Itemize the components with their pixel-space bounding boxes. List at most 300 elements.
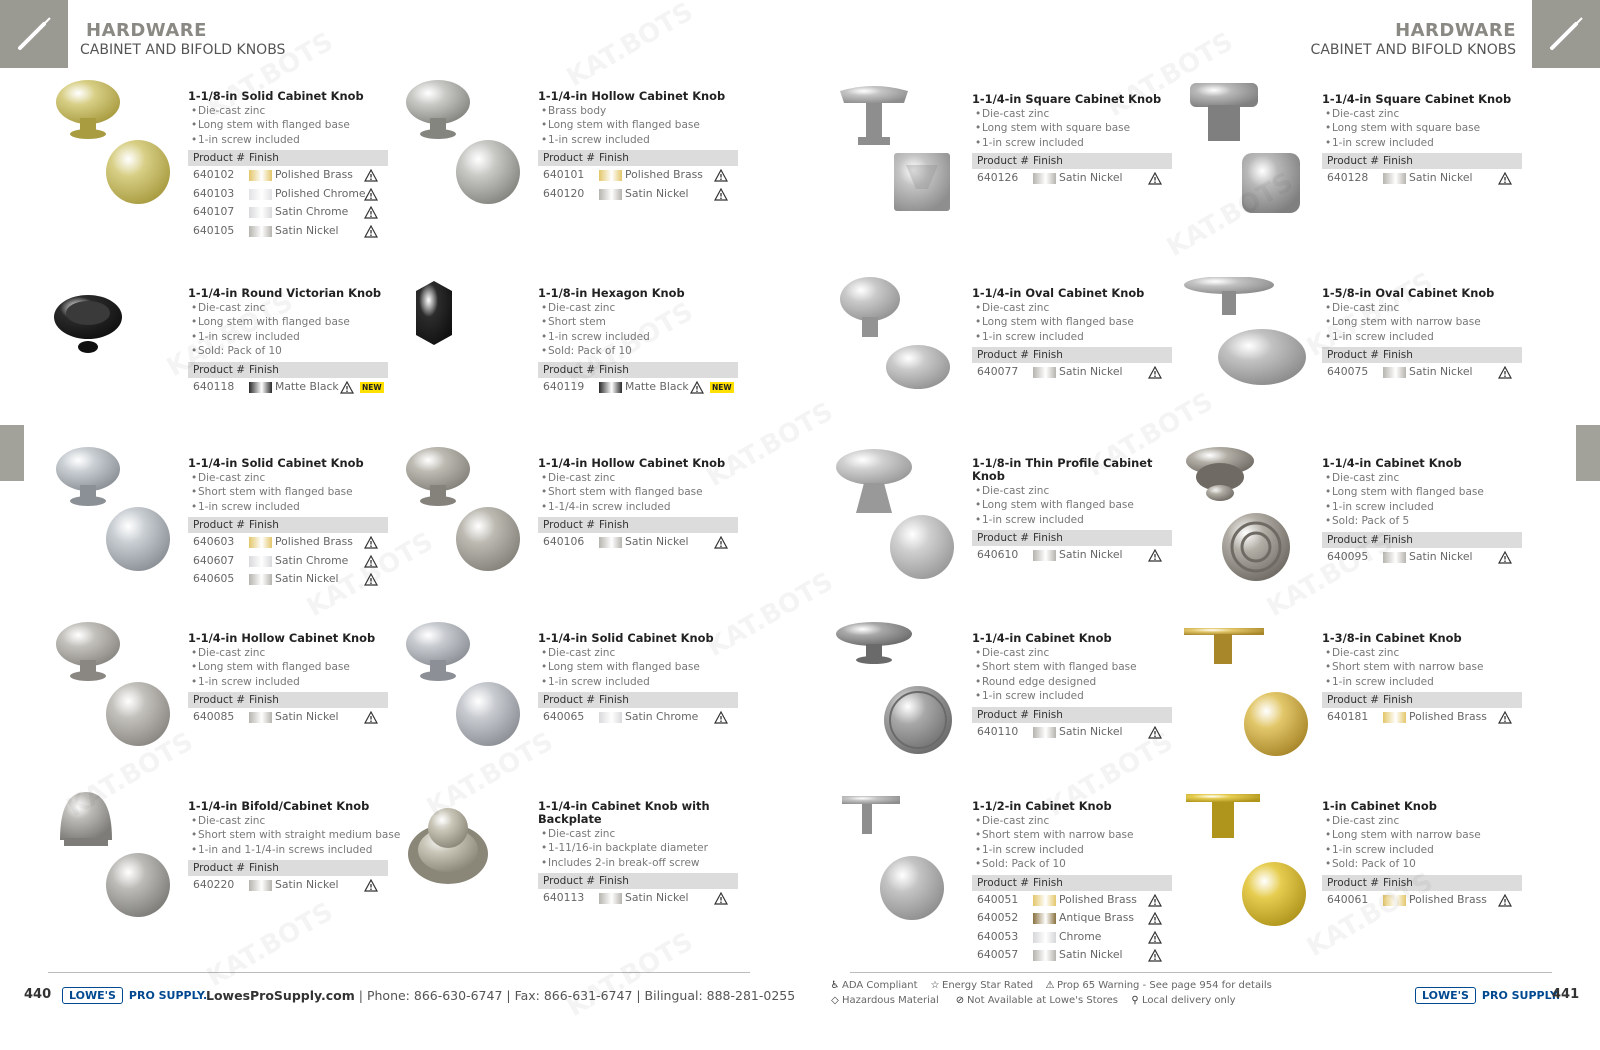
knob-photo <box>1184 277 1309 422</box>
finish-swatch <box>1033 173 1056 184</box>
header-finish: Finish <box>1383 533 1413 546</box>
header-finish: Finish <box>599 519 629 532</box>
hardware-corner-tab <box>0 0 68 68</box>
product-name: 1-1/4-in Cabinet Knob <box>1322 456 1462 470</box>
legend-text: Energy Star Rated <box>942 980 1034 991</box>
lowes-pro-supply-logo <box>1415 985 1560 1005</box>
product-name: 1-1/8-in Solid Cabinet Knob <box>188 89 364 103</box>
product-number: 640605 <box>193 572 235 586</box>
table-header <box>538 517 738 533</box>
warning-icon <box>714 892 728 905</box>
prop65-warning <box>364 573 378 593</box>
table-row[interactable] <box>538 889 738 908</box>
product-name: 1-1/4-in Solid Cabinet Knob <box>188 456 364 470</box>
feature-item: • Die-cast zinc <box>972 646 1172 660</box>
finish-name: Polished Brass <box>1409 892 1487 906</box>
feature-item: • Sold: Pack of 10 <box>188 344 388 358</box>
header-product: Product # <box>193 519 246 532</box>
product-name: 1-1/4-in Hollow Cabinet Knob <box>538 89 726 103</box>
legend-item <box>955 995 1118 1006</box>
feature-item: • 1-in screw included <box>188 500 388 514</box>
table-header <box>188 362 388 378</box>
product-number: 640085 <box>193 710 235 724</box>
table-header <box>538 692 738 708</box>
prop65-warning <box>714 188 728 208</box>
finish-swatch <box>1383 895 1406 906</box>
header-finish: Finish <box>1383 155 1413 168</box>
table-row[interactable] <box>538 378 738 397</box>
feature-item: • Short stem with narrow base <box>1322 660 1522 674</box>
header-product: Product # <box>977 708 1030 721</box>
knob-photo <box>1184 83 1309 228</box>
legend-item <box>930 980 1033 991</box>
product-number: 640077 <box>977 365 1019 379</box>
product-info <box>1322 457 1522 566</box>
prop65-warning <box>714 892 728 912</box>
warning-icon <box>364 169 378 182</box>
header-product: Product # <box>193 694 246 707</box>
feature-item: • 1-11/16-in backplate diameter <box>538 841 738 855</box>
feature-list <box>188 301 388 359</box>
table-row[interactable] <box>538 185 738 204</box>
feature-item: • Long stem with flanged base <box>538 660 738 674</box>
table-header <box>1322 875 1522 891</box>
product-number: 640118 <box>193 379 235 393</box>
feature-item: • Die-cast zinc <box>188 301 388 315</box>
finish-swatch <box>249 880 272 891</box>
knob-photo <box>834 277 959 422</box>
product-number: 640051 <box>977 892 1019 906</box>
feature-list <box>972 301 1172 344</box>
table-row[interactable] <box>1322 169 1522 188</box>
table-row[interactable] <box>188 533 388 552</box>
product-info <box>188 287 388 396</box>
feature-item: • Sold: Pack of 10 <box>538 344 738 358</box>
feature-list <box>972 484 1172 527</box>
header-product: Product # <box>543 363 596 376</box>
prop65-warning <box>1148 549 1162 569</box>
feature-item: • Round edge designed <box>972 675 1172 689</box>
feature-item: • 1-in and 1-1/4-in screws included <box>188 843 388 857</box>
finish-swatch <box>249 226 272 237</box>
warning-icon <box>364 188 378 201</box>
footer-rule <box>48 972 750 973</box>
table-header <box>538 362 738 378</box>
table-header <box>188 150 388 166</box>
header-finish: Finish <box>1033 155 1063 168</box>
finish-swatch <box>599 712 622 723</box>
screwdriver-icon <box>1546 14 1586 54</box>
product-info <box>1322 287 1522 382</box>
finish-name: Satin Nickel <box>1059 171 1123 185</box>
legend-item <box>830 995 939 1006</box>
product-number: 640053 <box>977 929 1019 943</box>
finish-swatch <box>1383 712 1406 723</box>
warning-icon <box>1148 931 1162 944</box>
prop65-warning <box>340 381 354 401</box>
header-finish: Finish <box>599 875 629 888</box>
table-row[interactable] <box>188 203 388 222</box>
table-row[interactable] <box>188 222 388 241</box>
finish-swatch <box>249 189 272 200</box>
warning-icon <box>1148 172 1162 185</box>
finish-name: Satin Nickel <box>1409 549 1473 563</box>
finish-name: Satin Nickel <box>1059 365 1123 379</box>
feature-item: • Sold: Pack of 10 <box>1322 857 1522 871</box>
header-finish: Finish <box>599 694 629 707</box>
prop65-warning <box>1498 172 1512 192</box>
logo-lowes-text: LOWE'S <box>1415 987 1476 1004</box>
feature-item: • Long stem with flanged base <box>1322 485 1522 499</box>
product-name: 1-1/4-in Solid Cabinet Knob <box>538 631 714 645</box>
product-number: 640057 <box>977 948 1019 962</box>
feature-item: • Short stem with flanged base <box>188 485 388 499</box>
table-header <box>972 153 1172 169</box>
feature-item: • Die-cast zinc <box>188 471 388 485</box>
finish-swatch <box>1033 367 1056 378</box>
header-finish: Finish <box>249 152 279 165</box>
prop65-warning <box>1148 172 1162 192</box>
warning-icon <box>1148 726 1162 739</box>
feature-list <box>188 471 388 514</box>
warning-icon <box>1148 366 1162 379</box>
feature-list <box>188 814 401 857</box>
table-row[interactable] <box>972 891 1172 910</box>
finish-swatch <box>599 382 622 393</box>
side-tab <box>0 425 24 481</box>
product-number: 640126 <box>977 171 1019 185</box>
feature-item: • Long stem with narrow base <box>1322 315 1522 329</box>
header-product: Product # <box>1327 876 1380 889</box>
prop65-warning <box>364 879 378 899</box>
feature-item: • Die-cast zinc <box>1322 814 1522 828</box>
header-product: Product # <box>193 363 246 376</box>
product-name: 1-1/4-in Round Victorian Knob <box>188 286 382 300</box>
feature-item: • 1-in screw included <box>188 675 388 689</box>
warning-icon <box>364 711 378 724</box>
prop65-warning <box>1498 894 1512 914</box>
table-header <box>538 873 738 889</box>
header-product: Product # <box>977 532 1030 545</box>
finish-name: Satin Nickel <box>625 891 689 905</box>
feature-item: • Short stem with flanged base <box>538 485 738 499</box>
table-row[interactable] <box>972 546 1172 565</box>
feature-list <box>188 104 388 147</box>
product-number: 640607 <box>193 553 235 567</box>
knob-photo <box>50 80 175 225</box>
table-row[interactable] <box>972 946 1172 965</box>
finish-swatch <box>249 556 272 567</box>
feature-item: • Long stem with flanged base <box>188 315 388 329</box>
product-number: 640103 <box>193 186 235 200</box>
legend-text: Not Available at Lowe's Stores <box>967 995 1118 1006</box>
feature-list <box>538 471 738 514</box>
table-row[interactable] <box>1322 891 1522 910</box>
header-product: Product # <box>1327 349 1380 362</box>
product-number: 640102 <box>193 168 235 182</box>
product-info <box>188 632 388 727</box>
finish-swatch <box>1383 552 1406 563</box>
table-header <box>972 347 1172 363</box>
feature-list <box>538 301 738 359</box>
header-product: Product # <box>543 694 596 707</box>
table-header <box>1322 153 1522 169</box>
header-product: Product # <box>1327 694 1380 707</box>
logo-lowes-text: LOWE'S <box>62 987 123 1004</box>
table-header <box>1322 692 1522 708</box>
feature-list <box>188 646 388 689</box>
screwdriver-icon <box>14 14 54 54</box>
contact-numbers: | Phone: 866-630-6747 | Fax: 866-631-6747 | Bilingual: 888-281-0255 <box>354 988 796 1003</box>
finish-name: Polished Brass <box>275 168 353 182</box>
prop65-warning <box>1148 726 1162 746</box>
finish-name: Satin Chrome <box>275 553 349 567</box>
table-header <box>538 150 738 166</box>
warning-icon <box>1148 949 1162 962</box>
finish-name: Satin Nickel <box>1059 548 1123 562</box>
product-info <box>538 632 738 727</box>
feature-list <box>538 104 738 147</box>
feature-item: • Long stem with square base <box>1322 121 1522 135</box>
page-number: 440 <box>24 987 52 1002</box>
table-row[interactable] <box>972 723 1172 742</box>
feature-item: • Die-cast zinc <box>538 827 738 841</box>
knob-photo <box>50 622 175 767</box>
table-row[interactable] <box>188 708 388 727</box>
legend-text: Local delivery only <box>1142 995 1236 1006</box>
feature-item: • Long stem with flanged base <box>972 498 1172 512</box>
prop65-warning <box>1498 366 1512 386</box>
section-subtitle: CABINET AND BIFOLD KNOBS <box>80 42 286 58</box>
product-info <box>188 799 401 895</box>
product-info <box>1322 93 1522 188</box>
warning-icon <box>714 169 728 182</box>
knob-photo <box>834 83 959 228</box>
product-name: 1-1/4-in Square Cabinet Knob <box>972 92 1162 106</box>
finish-swatch <box>1033 550 1056 561</box>
table-header <box>972 875 1172 891</box>
finish-name: Satin Nickel <box>275 224 339 237</box>
feature-item: • Die-cast zinc <box>188 104 388 118</box>
product-number: 640052 <box>977 911 1019 925</box>
table-row[interactable] <box>972 909 1172 928</box>
new-badge: NEW <box>362 382 382 392</box>
feature-item: • 1-in screw included <box>1322 136 1522 150</box>
feature-item: • Brass body <box>538 104 738 118</box>
finish-name: Satin Nickel <box>275 572 339 586</box>
table-row[interactable] <box>188 876 388 895</box>
finish-name: Polished Brass <box>1059 892 1137 906</box>
prop65-warning <box>364 711 378 731</box>
feature-list <box>1322 107 1522 150</box>
feature-item: • 1-in screw included <box>538 675 738 689</box>
product-info <box>972 800 1172 965</box>
header-finish: Finish <box>249 694 279 707</box>
table-header <box>188 517 388 533</box>
feature-list <box>1322 814 1522 872</box>
prop65-warning <box>1148 366 1162 386</box>
feature-list <box>1322 301 1522 344</box>
product-number: 640120 <box>543 186 585 200</box>
product-number: 640128 <box>1327 171 1369 185</box>
site-link[interactable]: LowesProSupply.com <box>206 988 355 1003</box>
feature-item: • 1-in screw included <box>1322 843 1522 857</box>
finish-swatch <box>1383 367 1406 378</box>
logo-suffix-text: PRO SUPPLY. <box>1481 988 1561 1002</box>
header-finish: Finish <box>1383 694 1413 707</box>
product-info <box>538 800 738 908</box>
finish-swatch <box>249 170 272 181</box>
product-number: 640065 <box>543 710 585 724</box>
knob-photo <box>400 80 525 225</box>
header-finish: Finish <box>599 152 629 165</box>
product-name: 1-1/2-in Cabinet Knob <box>972 799 1112 813</box>
feature-list <box>1322 471 1522 529</box>
table-row[interactable] <box>538 533 738 552</box>
table-header <box>188 692 388 708</box>
table-header <box>1322 347 1522 363</box>
feature-item: • Die-cast zinc <box>1322 646 1522 660</box>
warning-icon <box>364 225 378 238</box>
feature-item: • Die-cast zinc <box>1322 107 1522 121</box>
feature-item: • Die-cast zinc <box>972 484 1172 498</box>
feature-list <box>972 107 1172 150</box>
product-info <box>972 632 1172 741</box>
header-product: Product # <box>977 876 1030 889</box>
finish-swatch <box>599 893 622 904</box>
header-product: Product # <box>543 875 596 888</box>
knob-photo <box>834 447 959 592</box>
table-row[interactable] <box>972 363 1172 382</box>
table-row[interactable] <box>1322 708 1522 727</box>
feature-item: • 1-in screw included <box>972 843 1172 857</box>
feature-item: • Die-cast zinc <box>538 471 738 485</box>
finish-name: Polished Brass <box>275 535 353 549</box>
warning-icon <box>1498 172 1512 185</box>
warning-icon <box>714 536 728 549</box>
feature-item: • Long stem with flanged base <box>188 660 388 674</box>
header-finish: Finish <box>1033 876 1063 889</box>
finish-name: Satin Chrome <box>625 710 699 724</box>
page-number: 441 <box>1552 987 1580 1002</box>
feature-item: • Die-cast zinc <box>972 107 1172 121</box>
product-number: 640603 <box>193 535 235 549</box>
feature-item: • Die-cast zinc <box>538 646 738 660</box>
feature-item: • 1-in screw included <box>538 330 738 344</box>
product-info <box>538 90 738 203</box>
table-row[interactable] <box>538 708 738 727</box>
product-number: 640095 <box>1327 549 1369 563</box>
warning-icon <box>364 206 378 219</box>
knob-photo <box>1184 790 1309 935</box>
table-row[interactable] <box>188 166 388 185</box>
warning-icon <box>340 381 354 394</box>
knob-photo <box>834 622 959 767</box>
warning-icon <box>1148 894 1162 907</box>
header-finish: Finish <box>1033 532 1063 545</box>
prop65-warning <box>1148 949 1162 969</box>
knob-photo <box>400 622 525 767</box>
header-finish: Finish <box>249 363 279 376</box>
logo-suffix-text: PRO SUPPLY. <box>128 988 208 1002</box>
section-title: HARDWARE <box>1395 20 1516 41</box>
feature-item: • 1-in screw included <box>188 330 388 344</box>
knob-photo <box>50 447 175 592</box>
table-row[interactable] <box>972 928 1172 947</box>
feature-list <box>538 827 738 870</box>
warning-icon <box>1498 551 1512 564</box>
legend-text: Prop 65 Warning - See page 954 for details <box>1057 980 1272 991</box>
legend-icon: ♿ <box>830 980 840 991</box>
finish-swatch <box>249 574 272 585</box>
feature-list <box>972 646 1172 704</box>
table-row[interactable] <box>1322 363 1522 382</box>
feature-item: • 1-1/4-in screw included <box>538 500 738 514</box>
table-row[interactable] <box>188 552 388 571</box>
legend-item <box>1045 980 1272 991</box>
finish-name: Polished Chrome <box>275 186 366 200</box>
product-number: 640610 <box>977 548 1019 562</box>
table-row[interactable] <box>1322 548 1522 567</box>
prop65-warning <box>714 711 728 731</box>
product-number: 640107 <box>193 205 235 219</box>
finish-name: Matte Black <box>275 379 339 393</box>
knob-photo <box>400 277 525 422</box>
product-number: 640220 <box>193 878 235 892</box>
table-row[interactable] <box>972 169 1172 188</box>
legend-icon: ⚠ <box>1045 980 1055 991</box>
product-number: 640110 <box>977 724 1019 738</box>
product-info <box>972 93 1172 188</box>
product-name: 1-1/4-in Hollow Cabinet Knob <box>188 631 376 645</box>
side-tab <box>1576 425 1600 481</box>
table-row[interactable] <box>188 185 388 204</box>
prop65-warning <box>714 536 728 556</box>
product-number: 640075 <box>1327 365 1369 379</box>
feature-item: • 1-in screw included <box>538 133 738 147</box>
product-name: 1-1/4-in Cabinet Knob with Backplate <box>538 799 710 826</box>
table-row[interactable] <box>538 166 738 185</box>
feature-item: • 1-in screw included <box>188 133 388 147</box>
header-finish: Finish <box>249 862 279 875</box>
product-number: 640106 <box>543 535 585 549</box>
warning-icon <box>364 536 378 549</box>
table-header <box>1322 532 1522 548</box>
table-header <box>972 530 1172 546</box>
product-info <box>538 287 738 396</box>
product-name: 1-1/4-in Bifold/Cabinet Knob <box>188 799 370 813</box>
new-badge: NEW <box>712 382 732 392</box>
warning-icon <box>714 711 728 724</box>
lowes-pro-supply-logo <box>62 985 207 1005</box>
feature-item: • Die-cast zinc <box>972 814 1172 828</box>
legend-icon: ⊘ <box>955 995 965 1006</box>
feature-item: • Die-cast zinc <box>1322 301 1522 315</box>
legend-item <box>1130 995 1236 1006</box>
prop65-warning <box>690 381 704 401</box>
prop65-warning <box>1498 551 1512 571</box>
feature-item: • Die-cast zinc <box>972 301 1172 315</box>
knob-photo <box>1184 622 1309 767</box>
prop65-warning <box>364 225 378 245</box>
finish-name: Polished Brass <box>625 168 703 182</box>
warning-icon <box>1148 549 1162 562</box>
warning-icon <box>714 188 728 201</box>
table-row[interactable] <box>188 570 388 589</box>
header-product: Product # <box>1327 533 1380 546</box>
table-row[interactable] <box>188 378 388 397</box>
product-name: 1-3/8-in Cabinet Knob <box>1322 631 1462 645</box>
